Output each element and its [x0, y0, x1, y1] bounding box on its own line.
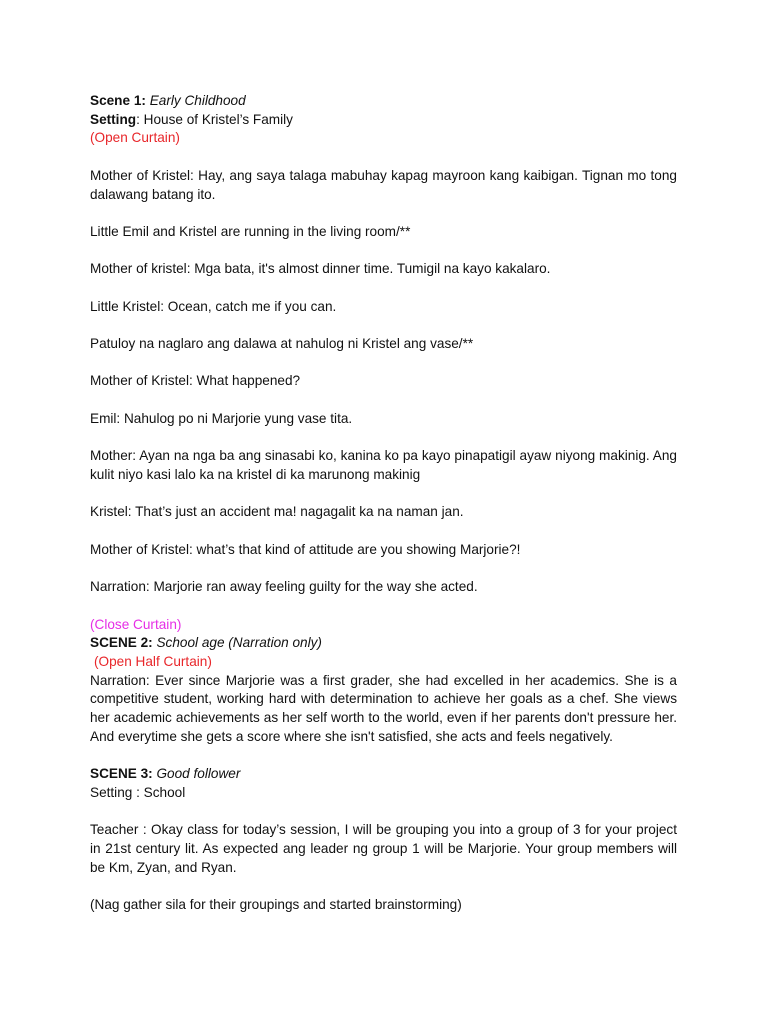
dialogue-line: Mother of Kristel: what’s that kind of attitude are you showing Marjorie?!	[90, 541, 521, 557]
teacher-line: Teacher : Okay class for today’s session, I will be grouping you into a group of 3 for your project in 21st century lit. As expected ang leader ng group 1 will be Marjorie. Your group members will be Km, Zyan, and Ryan.	[90, 822, 677, 875]
open-curtain-cue: (Open Curtain)	[90, 130, 180, 146]
narration-line: Narration: Marjorie ran away feeling guilty for the way she acted.	[90, 579, 478, 595]
scene-1-heading	[90, 92, 677, 111]
scene-2-narration: Narration: Ever since Marjorie was a first grader, she had excelled in her academics. She is a competitive student, working hard with determination to achieve her goals as a chef. She views her academic achievements as her self worth to the world, even if her parents don't pressure her. And everytime she gets a score where she isn't satisfied, she acts and feels negatively.	[90, 672, 677, 744]
stage-direction: Little Emil and Kristel are running in the living room/**	[90, 223, 411, 239]
scene-2-title: School age (Narration only)	[156, 635, 322, 651]
scene-2-label: SCENE 2:	[90, 635, 153, 651]
stage-direction: Patuloy na naglaro ang dalawa at nahulog ni Kristel ang vase/**	[90, 336, 474, 352]
dialogue-line: Emil: Nahulog po ni Marjorie yung vase tita.	[90, 410, 353, 426]
dialogue-line: Mother of Kristel: Hay, ang saya talaga mabuhay kapag mayroon kang kaibigan. Tignan mo tong dalawang batang ito.	[90, 167, 677, 202]
scene-1-setting	[90, 111, 677, 130]
scene-2-heading	[90, 634, 677, 653]
close-curtain-cue: (Close Curtain)	[90, 616, 182, 632]
dialogue-line: Mother: Ayan na nga ba ang sinasabi ko, kanina ko pa kayo pinapatigil ayaw niyong makinig. Ang kulit niyo kasi lalo ka na kristel di ka marunong makinig	[90, 448, 677, 482]
dialogue-line: Mother of Kristel: What happened?	[90, 373, 301, 389]
scene-1-title: Early Childhood	[149, 93, 246, 108]
dialogue-line: Kristel: That’s just an accident ma! nagagalit ka na naman jan.	[90, 504, 464, 520]
scene-3-setting: Setting : School	[90, 784, 186, 800]
dialogue-line: Mother of kristel: Mga bata, it's almost dinner time. Tumigil na kayo kakalaro.	[90, 261, 551, 277]
scene-3-heading	[90, 765, 677, 784]
open-half-curtain-cue: (Open Half Curtain)	[94, 653, 212, 669]
scene-3-label: SCENE 3:	[90, 766, 153, 782]
setting-value: : House of Kristel’s Family	[136, 111, 293, 127]
scene-1-label: Scene 1:	[90, 93, 146, 108]
scene-3-title: Good follower	[156, 766, 241, 782]
dialogue-line: Little Kristel: Ocean, catch me if you can.	[90, 298, 337, 314]
stage-direction: (Nag gather sila for their groupings and started brainstorming)	[90, 897, 462, 912]
script-document	[90, 92, 677, 933]
setting-label: Setting	[90, 111, 137, 127]
